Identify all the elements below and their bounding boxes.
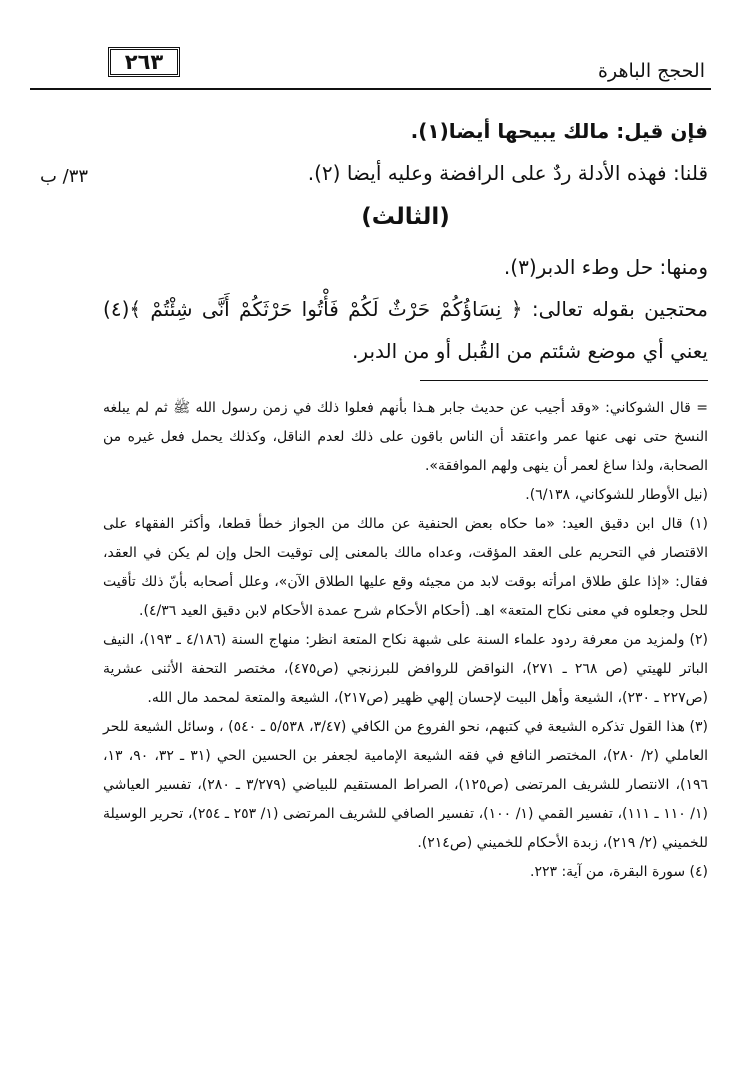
main-text: [103, 110, 708, 372]
text-line-issue: ومنها: حل وطء الدبر(٣).: [503, 255, 708, 279]
header-rule: [30, 88, 711, 90]
footnote-3: (٣) هذا القول تذكره الشيعة في كتبهم، نحو الفروع من الكافي (٣/٤٧، ٥/٥٣٨ ـ ٥٤٠) ، وسائل الشيعة للحر العاملي (٢/ ٢٨٠)، المختصر النافع في فقه الشيعة الإمامية لجعفر بن الحسين الحي (٣١ ـ ٣٢، ٩٠، ١٣، ١٩٦)، الانتصار للشريف المرتضى (ص١٢٥)، الصراط المستقيم للبياضي (٣/٢٧٩ ـ ٢٨٠)، تفسير العياشي (١/ ١١٠ ـ ١١١)، تفسير القمي (١/ ١٠٠)، تفسير الصافي للشريف المرتضى (١/ ٢٥٣ ـ ٢٥٤)، تحرير الوسيلة للخميني (٢/ ٢١٩)، زبدة الأحكام للخميني (ص٢١٤).: [103, 719, 709, 851]
footnote-citation: (نيل الأوطار للشوكاني، ٦/١٣٨).: [525, 487, 708, 503]
margin-folio-note: ٣٣/ ب: [40, 166, 89, 187]
footnotes: [103, 394, 708, 887]
footnote-continuation: = قال الشوكاني: «وقد أجيب عن حديث جابر هـذا بأنهم فعلوا ذلك في زمن رسول الله ﷺ ثم لم يبلغه النسخ حتى نهى عنها عمر واعتقد أن الناس باقون على ذلك لعدم الناقل، وكذلك يحمل فعل غيره من الصحابة، ولذا ساغ لعمر أن ينهى ولهم الموافقة».: [103, 400, 708, 474]
footnote-2: (٢) ولمزيد من معرفة ردود علماء السنة على شبهة نكاح المتعة انظر: منهاج السنة (٤/١٨٦ ـ ١٩٣)، النيف الباتر للهيتي (ص ٢٦٨ ـ ٢٧١)، النواقض للروافض للبرزنجي (ص٤٧٥)، مختصر التحفة الأثنى عشرية (ص٢٢٧ ـ ٢٣٠)، الشيعة وأهل البيت لإحسان إلهي ظهير (ص٢١٧)، الشيعة والمتعة لمحمد مال الله.: [103, 632, 708, 706]
running-title: الحجج الباهرة: [598, 60, 705, 82]
page-number: ٢٦٣: [108, 47, 180, 77]
text-paragraph-argument: محتجين بقوله تعالى: ﴿ نِسَاؤُكُمْ حَرْثٌ لَكُمْ فَأْتُوا حَرْثَكُمْ أَنَّى شِئْتُمْ ﴾(٤) يعني أي موضع شئتم من القُبل أو من الدبر.: [103, 297, 708, 363]
text-line-question: فإن قيل: مالك يبيحها أيضا(١).: [410, 119, 708, 143]
section-heading: (الثالث): [361, 204, 450, 230]
footnote-1: (١) قال ابن دقيق العيد: «ما حكاه بعض الحنفية عن مالك من الجواز خطأ قطعا، وأكثر الفقهاء على الاقتصار في التحريم على العقد المؤقت، وعداه مالك بالمعنى إلى توقيت الحل وإن لم يكن في العقد، فقال: «إذا علق طلاق امرأته بوقت لابد من مجيئه وقع عليها الطلاق الآن»، وعلل أصحابه بأنّ ذلك تأقيت للحل وجعلوه في معنى نكاح المتعة» اهـ. (أحكام الأحكام شرح عمدة الأحكام لابن دقيق العيد ٤/٣٦).: [103, 516, 708, 619]
footnote-separator: [420, 380, 708, 381]
footnote-4: (٤) سورة البقرة، من آية: ٢٢٣.: [530, 864, 708, 880]
text-line-answer: قلنا: فهذه الأدلة ردٌ على الرافضة وعليه أيضا (٢).: [307, 161, 708, 185]
